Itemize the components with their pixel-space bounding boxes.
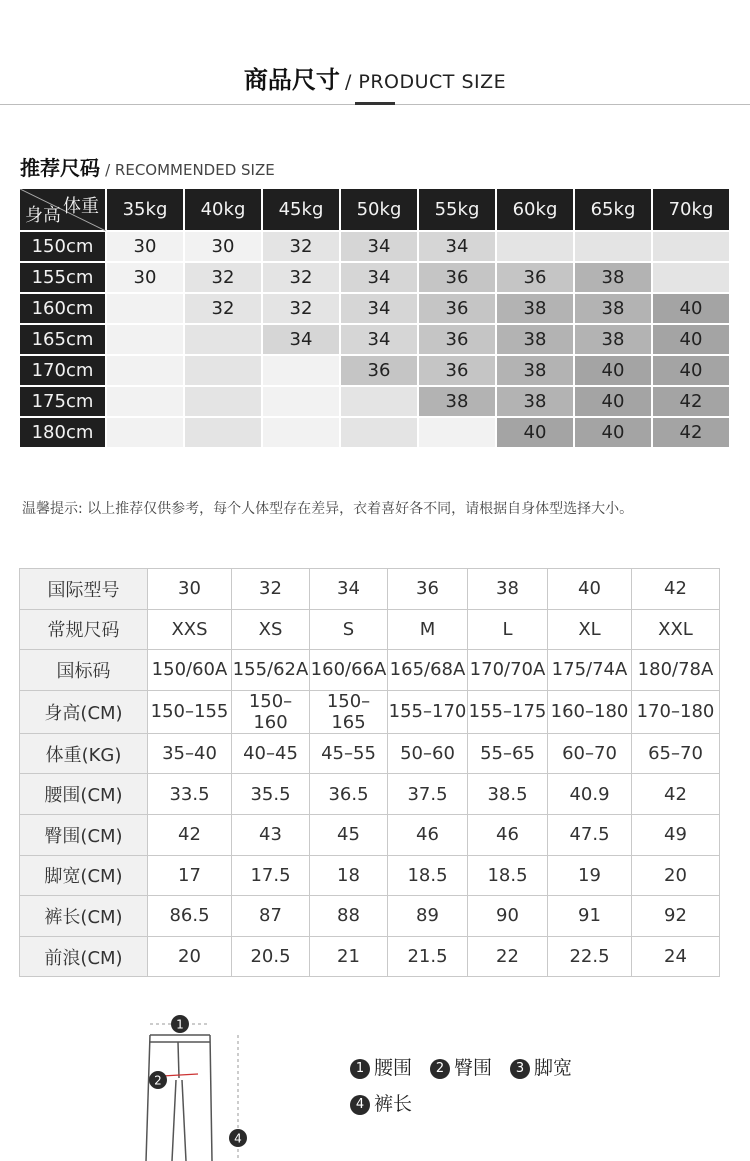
hip-measure-line (162, 1074, 198, 1076)
spec-row (20, 774, 720, 815)
spec-cell: 155–175 (468, 690, 548, 733)
spec-cell: 42 (632, 569, 720, 610)
spec-row-label: 腰围(CM) (20, 774, 148, 815)
size-cell (496, 231, 574, 262)
size-cell: 40 (574, 386, 652, 417)
spec-cell: 18 (310, 855, 388, 896)
spec-cell: L (468, 609, 548, 650)
size-cell: 38 (496, 355, 574, 386)
size-cell (262, 355, 340, 386)
spec-row (20, 650, 720, 691)
height-header-cell: 170cm (20, 355, 106, 386)
pants-leg-inner-right (182, 1080, 186, 1161)
marker-number: 1 (176, 1017, 184, 1032)
spec-cell: 22 (468, 936, 548, 977)
spec-cell: 46 (388, 814, 468, 855)
spec-cell: 42 (148, 814, 232, 855)
spec-cell: 60–70 (548, 733, 632, 774)
size-cell: 36 (418, 262, 496, 293)
size-cell: 34 (340, 231, 418, 262)
size-cell: 32 (262, 262, 340, 293)
spec-cell: 160–180 (548, 690, 632, 733)
spec-cell: 40–45 (232, 733, 310, 774)
spec-row (20, 855, 720, 896)
spec-row (20, 936, 720, 977)
height-header-cell: 155cm (20, 262, 106, 293)
height-header-cell: 165cm (20, 324, 106, 355)
spec-cell: 86.5 (148, 896, 232, 937)
height-header-cell: 160cm (20, 293, 106, 324)
spec-cell: 21.5 (388, 936, 468, 977)
legend-item (350, 1057, 412, 1079)
size-cell: 36 (418, 355, 496, 386)
size-cell: 30 (184, 231, 262, 262)
header-title-zh: 商品尺寸 (243, 66, 340, 94)
size-cell: 32 (184, 293, 262, 324)
size-cell (184, 417, 262, 448)
spec-cell: 38 (468, 569, 548, 610)
spec-cell: 87 (232, 896, 310, 937)
spec-cell: XXL (632, 609, 720, 650)
spec-cell: XS (232, 609, 310, 650)
size-cell: 40 (652, 355, 730, 386)
spec-cell: 50–60 (388, 733, 468, 774)
size-cell: 30 (106, 231, 184, 262)
spec-row (20, 609, 720, 650)
spec-row (20, 814, 720, 855)
marker-number: 2 (154, 1073, 162, 1088)
spec-cell: 38.5 (468, 774, 548, 815)
spec-cell: 30 (148, 569, 232, 610)
spec-cell: 34 (310, 569, 388, 610)
size-cell: 34 (340, 262, 418, 293)
spec-cell: 35.5 (232, 774, 310, 815)
spec-cell: 32 (232, 569, 310, 610)
size-cell: 38 (574, 324, 652, 355)
recommended-row (20, 417, 730, 448)
height-header-cell: 150cm (20, 231, 106, 262)
size-cell (340, 417, 418, 448)
size-cell: 32 (262, 231, 340, 262)
marker-number: 4 (234, 1131, 242, 1146)
weight-header-cell: 50kg (340, 189, 418, 231)
spec-cell: 47.5 (548, 814, 632, 855)
weight-header-cell: 65kg (574, 189, 652, 231)
spec-cell: S (310, 609, 388, 650)
weight-header-cell: 40kg (184, 189, 262, 231)
spec-cell: 40.9 (548, 774, 632, 815)
spec-cell: 36.5 (310, 774, 388, 815)
size-cell: 32 (262, 293, 340, 324)
legend-label: 脚宽 (534, 1057, 573, 1079)
spec-cell: 91 (548, 896, 632, 937)
pants-leg-inner-left (172, 1080, 176, 1161)
spec-row-label: 国际型号 (20, 569, 148, 610)
spec-cell: 17 (148, 855, 232, 896)
spec-cell: 160/66A (310, 650, 388, 691)
table-corner-header (20, 189, 106, 231)
spec-cell: 45–55 (310, 733, 388, 774)
size-cell (106, 293, 184, 324)
spec-cell: 35–40 (148, 733, 232, 774)
spec-cell: 21 (310, 936, 388, 977)
legend-number-badge: 4 (350, 1095, 370, 1115)
size-cell (106, 417, 184, 448)
spec-cell: 20.5 (232, 936, 310, 977)
spec-cell: 18.5 (468, 855, 548, 896)
size-cell (106, 386, 184, 417)
size-cell: 42 (652, 417, 730, 448)
size-cell (262, 386, 340, 417)
spec-cell: 37.5 (388, 774, 468, 815)
pants-outline-right (210, 1035, 212, 1161)
spec-cell: 20 (632, 855, 720, 896)
spec-cell: 150–165 (310, 690, 388, 733)
diagram-marker (149, 1071, 167, 1089)
size-cell (652, 231, 730, 262)
diagram-marker (171, 1015, 189, 1033)
recommended-row (20, 386, 730, 417)
spec-cell: 18.5 (388, 855, 468, 896)
spec-cell: 20 (148, 936, 232, 977)
spec-row-label: 国标码 (20, 650, 148, 691)
spec-row-label: 常规尺码 (20, 609, 148, 650)
recommended-row (20, 262, 730, 293)
size-cell: 40 (574, 417, 652, 448)
spec-cell: 150–155 (148, 690, 232, 733)
spec-cell: 45 (310, 814, 388, 855)
size-cell: 32 (184, 262, 262, 293)
size-cell (574, 231, 652, 262)
size-cell (184, 386, 262, 417)
legend-label: 腰围 (374, 1057, 413, 1079)
spec-row-label: 身高(CM) (20, 690, 148, 733)
recommended-row (20, 324, 730, 355)
recommended-size-title (20, 152, 275, 181)
size-cell: 38 (496, 293, 574, 324)
corner-height-label: 身高 (25, 205, 61, 226)
pants-outline-left (146, 1035, 150, 1161)
spec-cell: 170/70A (468, 650, 548, 691)
spec-cell: 22.5 (548, 936, 632, 977)
spec-cell: M (388, 609, 468, 650)
size-cell: 30 (106, 262, 184, 293)
corner-weight-label: 体重 (63, 196, 99, 217)
pants-measurement-diagram (130, 1010, 270, 1161)
legend-item (430, 1057, 492, 1079)
size-cell (340, 386, 418, 417)
size-cell: 36 (418, 324, 496, 355)
size-cell: 42 (652, 386, 730, 417)
spec-cell: 89 (388, 896, 468, 937)
measurement-legend (350, 1050, 590, 1122)
size-cell (184, 355, 262, 386)
spec-cell: 46 (468, 814, 548, 855)
height-header-cell: 180cm (20, 417, 106, 448)
spec-row-label: 体重(KG) (20, 733, 148, 774)
legend-item (510, 1057, 572, 1079)
recommended-row (20, 231, 730, 262)
spec-row (20, 690, 720, 733)
weight-header-cell: 35kg (106, 189, 184, 231)
spec-row (20, 733, 720, 774)
weight-header-cell: 60kg (496, 189, 574, 231)
spec-cell: 33.5 (148, 774, 232, 815)
recommended-row (20, 355, 730, 386)
size-cell (262, 417, 340, 448)
size-cell (184, 324, 262, 355)
spec-row (20, 569, 720, 610)
size-cell: 38 (574, 293, 652, 324)
spec-cell: 170–180 (632, 690, 720, 733)
size-cell: 34 (262, 324, 340, 355)
size-cell: 36 (496, 262, 574, 293)
header-accent-bar (355, 102, 395, 105)
spec-cell: 150/60A (148, 650, 232, 691)
spec-cell: 165/68A (388, 650, 468, 691)
spec-row-label: 裤长(CM) (20, 896, 148, 937)
product-size-header (0, 60, 750, 95)
recommended-title-zh: 推荐尺码 (20, 156, 100, 180)
size-cell: 38 (574, 262, 652, 293)
size-spec-table (19, 568, 720, 977)
spec-cell: 40 (548, 569, 632, 610)
weight-header-cell: 45kg (262, 189, 340, 231)
spec-row (20, 896, 720, 937)
spec-cell: 155–170 (388, 690, 468, 733)
size-cell: 40 (652, 293, 730, 324)
legend-number-badge: 1 (350, 1059, 370, 1079)
size-cell: 34 (340, 324, 418, 355)
size-cell: 38 (418, 386, 496, 417)
spec-cell: 92 (632, 896, 720, 937)
recommended-size-table (20, 189, 731, 449)
spec-cell: 88 (310, 896, 388, 937)
spec-cell: 65–70 (632, 733, 720, 774)
spec-row-label: 前浪(CM) (20, 936, 148, 977)
spec-cell: 17.5 (232, 855, 310, 896)
spec-cell: 180/78A (632, 650, 720, 691)
spec-cell: 90 (468, 896, 548, 937)
spec-cell: 150–160 (232, 690, 310, 733)
size-cell: 36 (340, 355, 418, 386)
recommended-title-en: / RECOMMENDED SIZE (105, 161, 275, 179)
weight-header-cell: 70kg (652, 189, 730, 231)
spec-cell: 24 (632, 936, 720, 977)
size-cell (652, 262, 730, 293)
size-cell: 40 (652, 324, 730, 355)
recommended-row (20, 293, 730, 324)
size-tip-text: 温馨提示: 以上推荐仅供参考，每个人体型存在差异，衣着喜好各不同，请根据自身体型选择大小。 (22, 501, 634, 517)
spec-row-label: 臀围(CM) (20, 814, 148, 855)
spec-cell: 19 (548, 855, 632, 896)
legend-number-badge: 2 (430, 1059, 450, 1079)
size-cell: 38 (496, 324, 574, 355)
size-cell: 40 (496, 417, 574, 448)
legend-item (350, 1093, 412, 1115)
spec-cell: 55–65 (468, 733, 548, 774)
height-header-cell: 175cm (20, 386, 106, 417)
spec-cell: XXS (148, 609, 232, 650)
size-cell (418, 417, 496, 448)
size-cell: 38 (496, 386, 574, 417)
pants-crotch (178, 1042, 179, 1078)
legend-number-badge: 3 (510, 1059, 530, 1079)
size-cell (106, 355, 184, 386)
spec-cell: 49 (632, 814, 720, 855)
spec-row-label: 脚宽(CM) (20, 855, 148, 896)
size-cell: 34 (340, 293, 418, 324)
weight-header-cell: 55kg (418, 189, 496, 231)
spec-cell: 42 (632, 774, 720, 815)
legend-label: 裤长 (374, 1093, 413, 1115)
header-title-en: / PRODUCT SIZE (344, 71, 507, 93)
diagram-marker (229, 1129, 247, 1147)
size-cell (106, 324, 184, 355)
size-cell: 40 (574, 355, 652, 386)
legend-label: 臀围 (454, 1057, 493, 1079)
size-cell: 34 (418, 231, 496, 262)
spec-cell: 175/74A (548, 650, 632, 691)
spec-cell: 155/62A (232, 650, 310, 691)
spec-cell: 36 (388, 569, 468, 610)
spec-cell: XL (548, 609, 632, 650)
spec-cell: 43 (232, 814, 310, 855)
size-cell: 36 (418, 293, 496, 324)
